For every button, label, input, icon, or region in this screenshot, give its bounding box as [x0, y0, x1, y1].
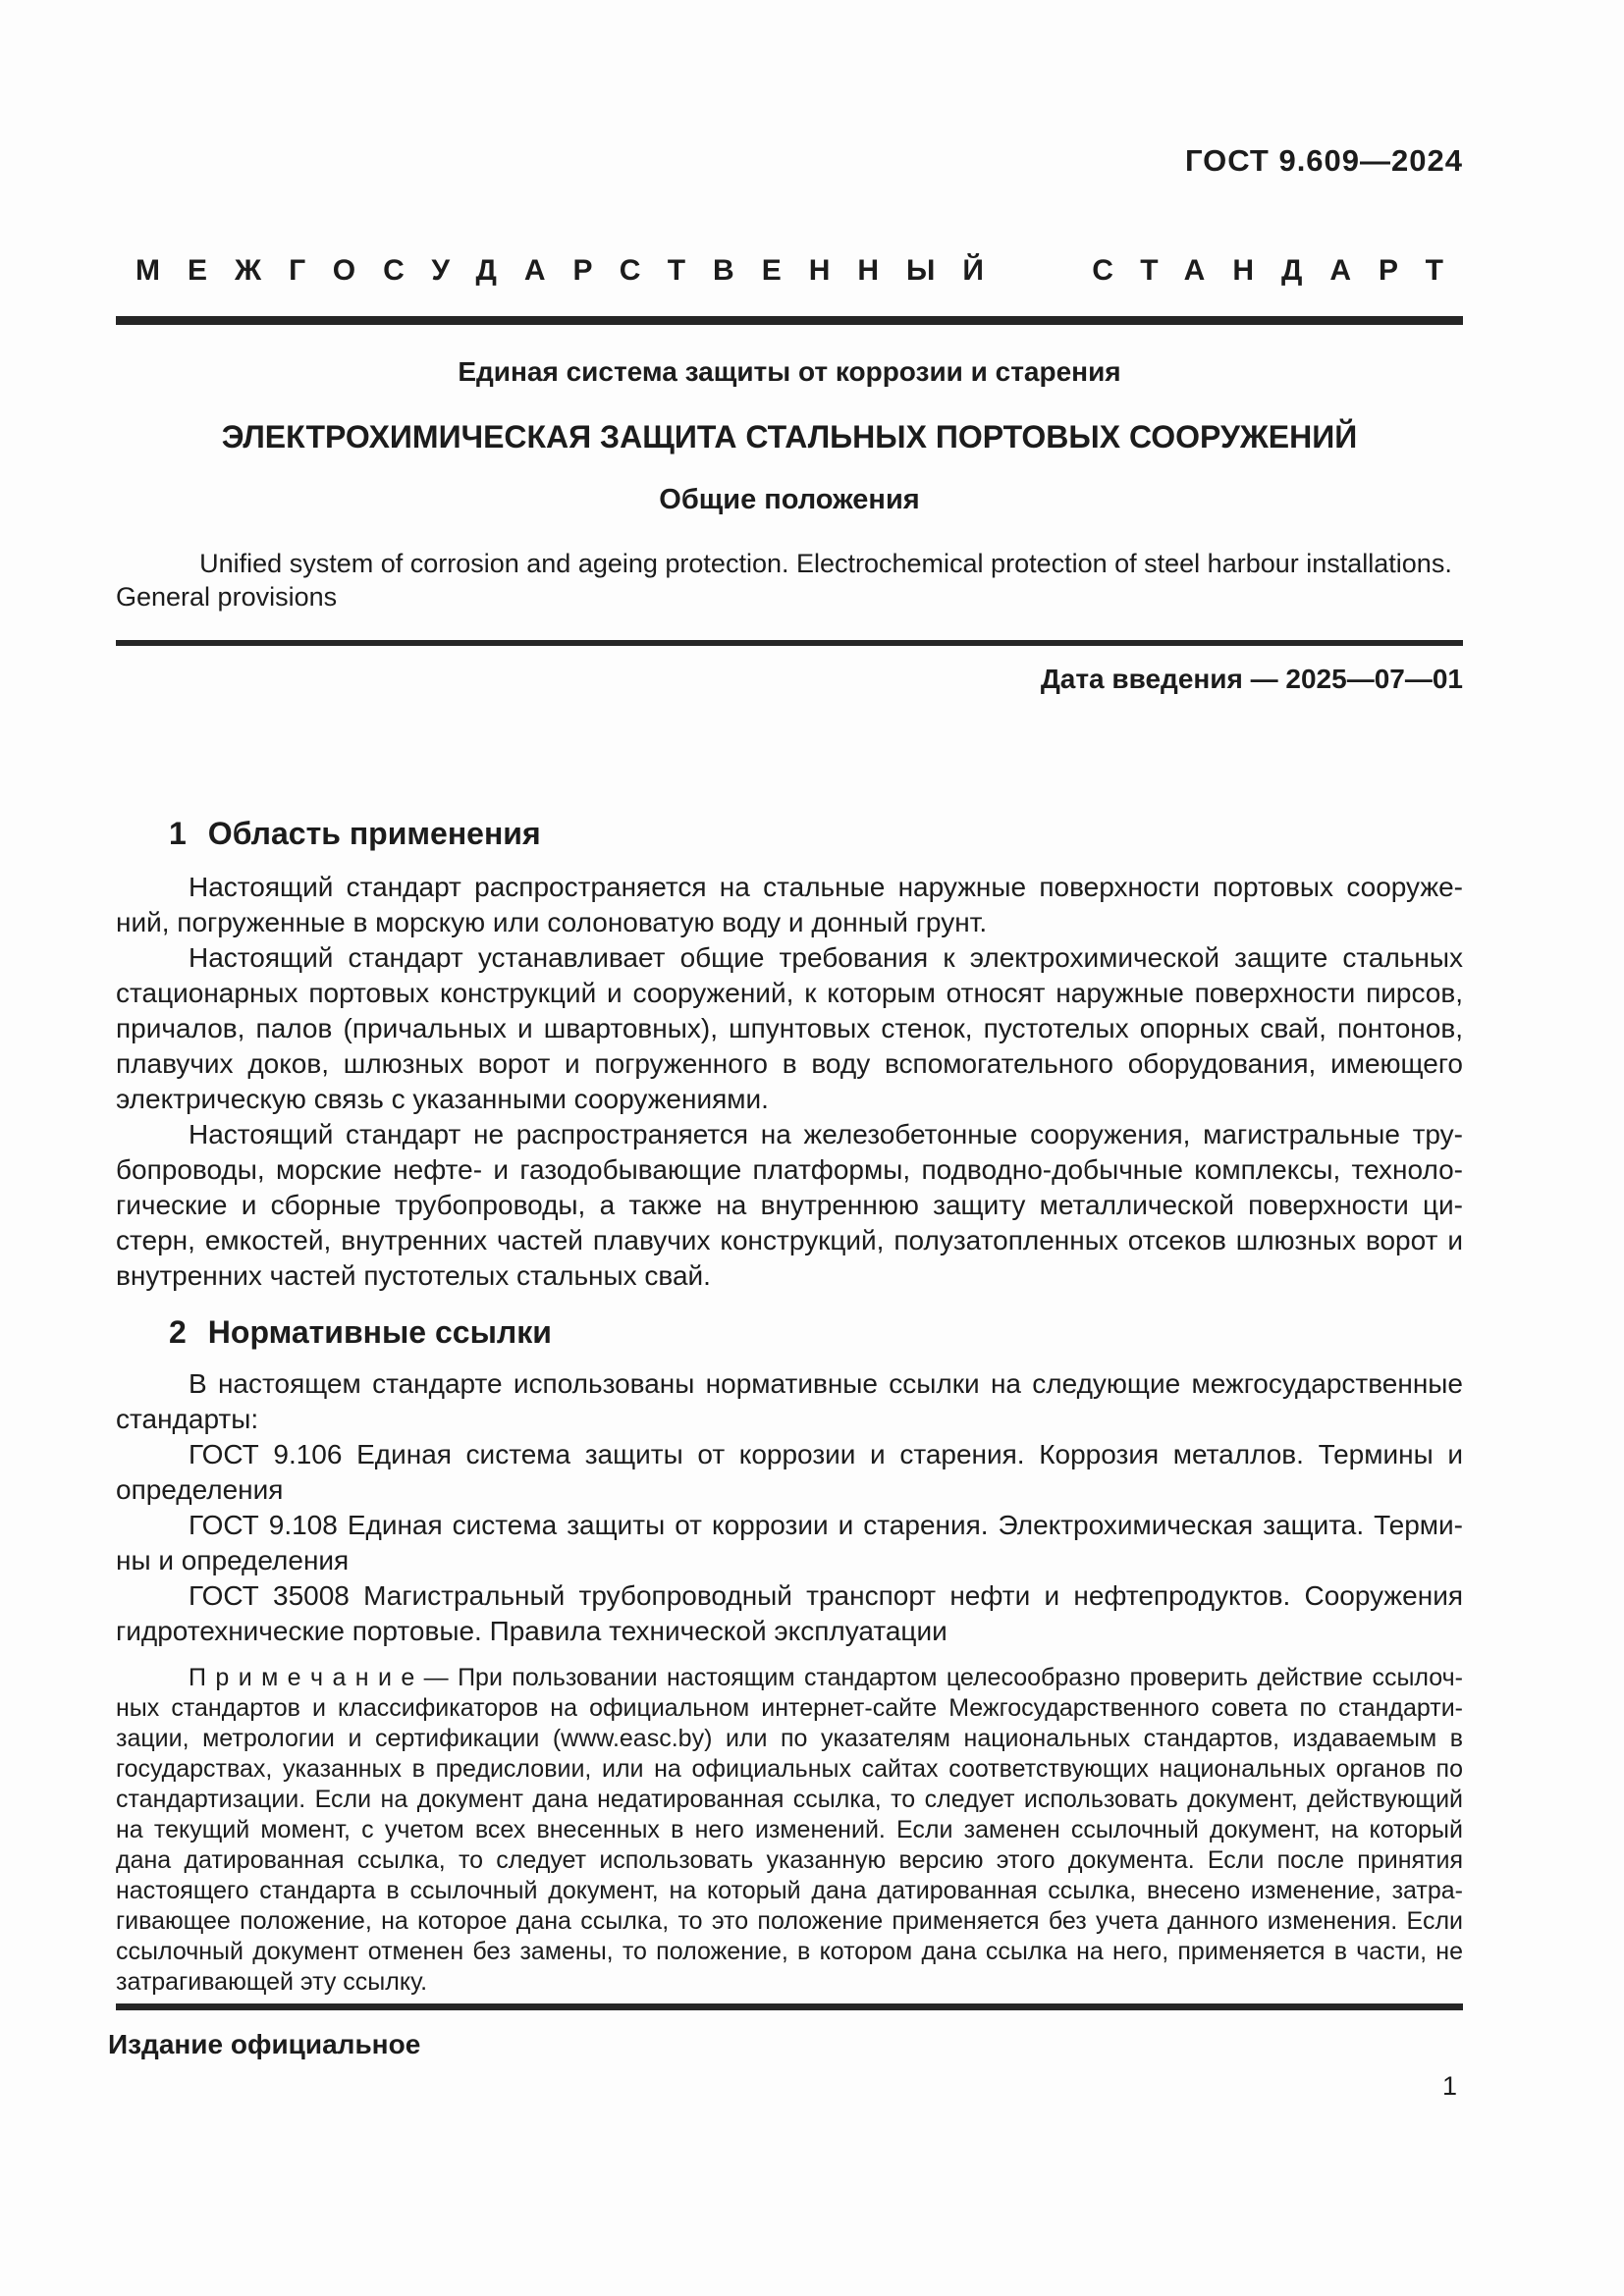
title-subtitle: Общие положения	[659, 484, 920, 515]
section-title: Область применения	[207, 816, 541, 851]
text-line: П р и м е ч а н и е — При пользовании настоящим стандартом целесообразно проверить действие ссылоч-	[189, 1664, 1463, 1691]
text-line: ГОСТ 35008 Магистральный трубопроводный транспорт нефти и нефтепродуктов. Сооружения	[189, 1580, 1463, 1611]
text-line: дана датированная ссылка, то следует использовать указанную версию этого документа. Если после принятия	[116, 1846, 1463, 1874]
paragraph	[116, 1437, 1463, 1508]
paragraph	[116, 1117, 1463, 1294]
text-line: Unified system of corrosion and ageing protection. Electrochemical protection of steel harbour installations.	[199, 549, 1452, 578]
paragraph	[116, 1508, 1463, 1578]
paragraph	[116, 1366, 1463, 1437]
title-english	[116, 547, 1463, 614]
text-line: на текущий момент, с учетом всех внесенных в него изменений. Если заменен ссылочный документ, на который	[116, 1816, 1463, 1843]
text-line: затрагивающей эту ссылку.	[116, 1968, 428, 1996]
text-line: настоящего стандарта в ссылочный документ, на который дана датированная ссылка, внесено изменение, затра-	[116, 1877, 1463, 1904]
text-line: стандарты:	[116, 1404, 259, 1434]
section-2-heading	[116, 1311, 1463, 1353]
section-normative-references	[116, 1311, 1463, 1998]
section-title: Нормативные ссылки	[207, 1314, 552, 1350]
text-line: В настоящем стандарте использованы нормативные ссылки на следующие межгосударственные	[189, 1368, 1463, 1399]
text-line: электрическую связь с указанными сооружениями.	[116, 1084, 769, 1114]
text-line: ГОСТ 9.106 Единая система защиты от коррозии и старения. Коррозия металлов. Термины и	[189, 1439, 1463, 1469]
title-system: Единая система защиты от коррозии и старения	[458, 356, 1121, 387]
divider-footer	[116, 2003, 1463, 2010]
title-main: ЭЛЕКТРОХИМИЧЕСКАЯ ЗАЩИТА СТАЛЬНЫХ ПОРТОВЫХ СООРУЖЕНИЙ	[221, 419, 1358, 454]
text-line: стерн, емкостей, внутренних частей плавучих конструкций, полузатопленных отсеков шлюзных ворот и	[116, 1225, 1463, 1255]
text-line: стандартизации. Если на документ дана недатированная ссылка, то следует использовать документ, действующий	[116, 1786, 1463, 1813]
text-line: ны и определения	[116, 1545, 350, 1575]
text-line: определения	[116, 1474, 284, 1505]
effective-date: Дата введения — 2025—07—01	[1040, 664, 1463, 694]
page-number: 1	[1441, 2071, 1457, 2101]
divider-title	[116, 640, 1463, 646]
text-line: ных стандартов и классификаторов на официальном интернет-сайте Межгосударственного совета по стандарти-	[116, 1694, 1463, 1722]
section-scope	[116, 813, 1463, 1294]
standard-type-banner: МЕЖГОСУДАРСТВЕННЫЙ СТАНДАРТ	[135, 254, 1471, 287]
text-line: плавучих доков, шлюзных ворот и погруженного в воду вспомогательного оборудования, имеющего	[116, 1048, 1463, 1079]
text-line: General provisions	[116, 582, 338, 612]
text-line: государствах, указанных в предисловии, или на официальных сайтах соответствующих национальных органов по	[116, 1755, 1463, 1783]
text-line: Настоящий стандарт распространяется на стальные наружные поверхности портовых сооруже-	[189, 872, 1463, 902]
divider-banner	[116, 316, 1463, 325]
section-1-heading	[116, 813, 1463, 854]
text-line: ГОСТ 9.108 Единая система защиты от коррозии и старения. Электрохимическая защита. Терми-	[189, 1510, 1463, 1540]
text-line: ссылочный документ отменен без замены, то положение, в котором дана ссылка на него, применяется в части, не	[116, 1938, 1463, 1965]
text-line: внутренних частей пустотелых стальных свай.	[116, 1260, 711, 1291]
edition-label: Издание официальное	[108, 2029, 421, 2059]
paragraph	[116, 940, 1463, 1117]
paragraph	[116, 870, 1463, 940]
note-block	[116, 1663, 1463, 1998]
text-line: гические и сборные трубопроводы, а также на внутреннюю защиту металлической поверхности ци-	[116, 1190, 1463, 1220]
text-line: Настоящий стандарт устанавливает общие требования к электрохимической защите стальных	[189, 942, 1463, 973]
text-line: Настоящий стандарт не распространяется на железобетонные сооружения, магистральные тру-	[189, 1119, 1463, 1149]
section-number: 2	[169, 1314, 187, 1350]
text-line: бопроводы, морские нефте- и газодобывающие платформы, подводно-добычные комплексы, техноло-	[116, 1154, 1463, 1185]
text-line: зации, метрологии и сертификации (www.easc.by) или по указателям национальных стандартов, издаваемым в	[116, 1725, 1463, 1752]
text-line: причалов, палов (причальных и швартовных), шпунтовых стенок, пустотелых опорных свай, понтонов,	[116, 1013, 1463, 1043]
paragraph	[116, 1578, 1463, 1649]
section-number: 1	[169, 816, 187, 851]
text-line: гивающее положение, на которое дана ссылка, то это положение применяется без учета данного изменения. Если	[116, 1907, 1463, 1935]
text-line: гидротехнические портовые. Правила технической эксплуатации	[116, 1616, 947, 1646]
text-line: ний, погруженные в морскую или солоноватую воду и донный грунт.	[116, 907, 988, 937]
doc-code: ГОСТ 9.609—2024	[1185, 143, 1463, 178]
text-line: стационарных портовых конструкций и сооружений, к которым относят наружные поверхности пирсов,	[116, 978, 1463, 1008]
